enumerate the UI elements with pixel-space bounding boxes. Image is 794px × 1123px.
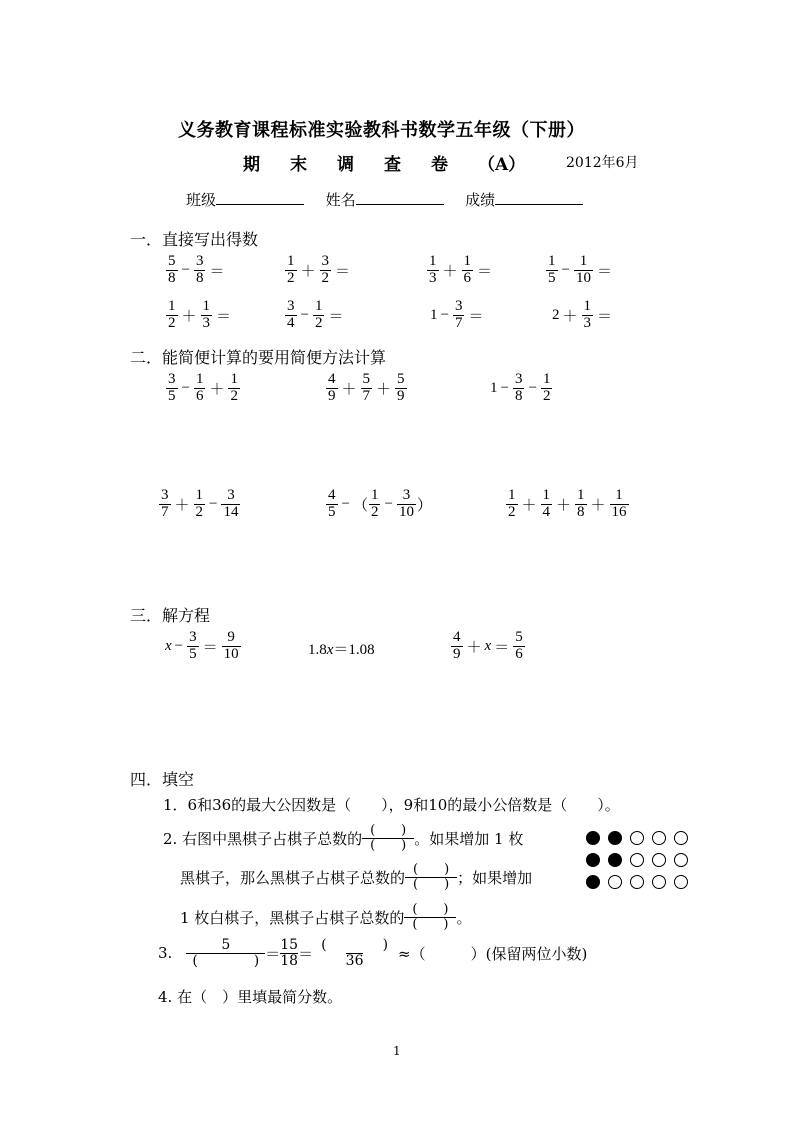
exam-title — [243, 150, 526, 175]
section-4-title: 四．填空 — [130, 770, 195, 789]
s1-expr — [426, 254, 495, 287]
fraction — [194, 254, 206, 287]
denominator: 10 — [398, 503, 414, 520]
exam-title-char: 卷 — [431, 155, 448, 175]
fraction — [228, 372, 240, 405]
s1-expr — [430, 299, 486, 332]
denominator: 8 — [577, 503, 585, 520]
fraction — [546, 254, 558, 287]
operator: − — [181, 261, 190, 278]
fraction — [513, 372, 525, 405]
white-stone — [630, 875, 644, 889]
operator: − — [384, 495, 393, 512]
fraction — [313, 299, 325, 332]
operator: ＝ — [468, 308, 484, 325]
numerator: 5 — [397, 371, 405, 387]
denominator: 7 — [454, 314, 463, 331]
denominator: 4 — [287, 314, 295, 331]
class-blank[interactable] — [216, 188, 304, 205]
operator: ＝ — [328, 308, 344, 325]
denominator: 5 — [548, 269, 556, 286]
black-stone — [586, 875, 600, 889]
denominator: 3 — [583, 314, 592, 331]
numerator: 1 — [287, 253, 295, 269]
fraction — [513, 630, 525, 663]
denominator: 5 — [328, 503, 336, 520]
q3-approx-text: ≈（ ）(保留两位小数) — [398, 944, 588, 963]
numerator-blank: ( ) — [370, 823, 407, 838]
document-title: 义务教育课程标准实验教科书数学五年级（下册） — [178, 120, 585, 141]
operator: ＋ — [442, 263, 458, 280]
exam-date: 2012年6月 — [566, 155, 639, 171]
section-3-title: 三．解方程 — [130, 606, 211, 625]
operator: − — [174, 637, 184, 654]
denominator: 2 — [314, 314, 323, 331]
operator: ＝ — [597, 308, 613, 325]
fraction — [397, 488, 416, 521]
operator: ＋ — [341, 381, 357, 398]
numerator: 1 — [508, 487, 516, 503]
q2-answer-fraction-2[interactable] — [405, 863, 457, 891]
name-label: 姓名 — [325, 191, 356, 209]
operator: ＋ — [174, 497, 190, 514]
s1-expr — [552, 299, 615, 332]
operator: ＝ — [494, 639, 510, 656]
exam-title-char: 调 — [337, 155, 354, 175]
fraction — [159, 488, 171, 521]
numerator: 1 — [542, 487, 551, 503]
denominator: 3 — [202, 314, 211, 331]
s2-expr — [490, 372, 553, 405]
denominator: 9 — [328, 387, 336, 404]
numerator: 15 — [280, 937, 299, 953]
denominator-blank: ( ) — [405, 877, 457, 892]
black-stone — [608, 831, 622, 845]
numerator: 1 — [195, 371, 204, 387]
black-stone — [586, 831, 600, 845]
info-line — [186, 188, 583, 210]
numerator: 9 — [227, 629, 235, 645]
denominator: 8 — [195, 269, 204, 286]
fraction — [166, 254, 178, 287]
s1-expr — [284, 254, 353, 287]
expr-text: x — [165, 637, 172, 654]
fraction — [326, 372, 338, 405]
numerator: 3 — [168, 371, 176, 387]
fraction — [395, 372, 407, 405]
operator: − — [500, 379, 509, 396]
operator: ＝ — [335, 263, 351, 280]
fraction — [582, 299, 594, 332]
numerator-blank: ( ) — [412, 902, 449, 917]
fraction — [462, 254, 474, 287]
numerator: 1 — [583, 298, 592, 314]
numerator: 5 — [362, 371, 371, 387]
equals-sign: ＝ — [298, 944, 314, 963]
operator: − — [300, 306, 309, 323]
denominator: 9 — [397, 387, 405, 404]
fraction — [194, 488, 206, 521]
denominator: 9 — [453, 645, 461, 662]
expr-text: 1.8x＝1.08 — [308, 642, 375, 658]
denominator: 10 — [575, 269, 591, 286]
s1-expr — [284, 299, 346, 332]
numerator: 1 — [168, 298, 176, 314]
fraction — [427, 254, 439, 287]
white-stone — [630, 853, 644, 867]
numerator: 1 — [314, 298, 323, 314]
operator: ＝ — [216, 308, 232, 325]
denominator: 2 — [370, 503, 379, 520]
fraction — [610, 488, 629, 521]
denominator: 10 — [223, 645, 239, 662]
operator: − — [561, 261, 570, 278]
numerator: 1 — [370, 487, 379, 503]
numerator: 1 — [463, 253, 472, 269]
q2-line-1-end: 。如果增加 1 枚 — [414, 829, 524, 848]
operator: ＋ — [300, 263, 316, 280]
name-blank[interactable] — [356, 188, 444, 205]
numerator: 4 — [328, 371, 336, 387]
fraction — [369, 488, 381, 521]
denominator: 3 — [429, 269, 437, 286]
q2-answer-fraction-1[interactable] — [362, 824, 414, 852]
fraction — [285, 299, 297, 332]
fraction — [451, 630, 463, 663]
s2-expr — [505, 488, 630, 521]
fraction — [222, 630, 241, 663]
numerator: 1 — [577, 487, 585, 503]
black-stone — [608, 853, 622, 867]
denominator-blank: ( ) — [404, 917, 456, 932]
numerator: 5 — [221, 937, 231, 953]
numerator: 4 — [328, 487, 336, 503]
denominator: 6 — [515, 645, 523, 662]
s3-equation — [450, 630, 526, 663]
denominator: 4 — [542, 503, 551, 520]
s2-expr — [158, 488, 241, 521]
denominator: 5 — [189, 645, 197, 662]
white-stone — [630, 831, 644, 845]
operator: − — [209, 495, 218, 512]
denominator-blank: ( ) — [362, 838, 414, 853]
denominator: 16 — [611, 503, 627, 520]
black-stone — [586, 853, 600, 867]
q2-line-3 — [180, 903, 472, 931]
operator: ＋ — [521, 497, 537, 514]
s2-expr — [325, 488, 432, 521]
numerator: 1 — [615, 487, 623, 503]
fraction — [166, 372, 178, 405]
s1-expr — [165, 299, 234, 332]
operator: ＋ — [556, 497, 572, 514]
operator: ＝ — [596, 263, 612, 280]
q2-line-3-end: 。 — [456, 908, 472, 927]
numerator-blank: ( ) — [413, 862, 450, 877]
s2-expr — [165, 372, 241, 405]
section-2-title: 二．能简便计算的要用简便方法计算 — [130, 348, 387, 367]
operator: ＝ — [209, 263, 225, 280]
numerator: 3 — [514, 371, 523, 387]
expr-text: 1 — [430, 306, 438, 323]
fraction — [361, 372, 373, 405]
q2-line-1-text: 2. 右图中黑棋子占棋子总数的 — [163, 829, 363, 848]
numerator: 3 — [161, 487, 169, 503]
numerator: 3 — [321, 253, 330, 269]
q2-answer-fraction-3[interactable] — [404, 903, 456, 931]
numerator: 3 — [402, 487, 411, 503]
operator: ＝ — [477, 263, 493, 280]
numerator: 5 — [515, 629, 523, 645]
denominator: 8 — [514, 387, 523, 404]
denominator: 2 — [542, 387, 551, 404]
numerator-blank[interactable]: ( ) — [321, 937, 389, 953]
q1-text: 1．6和36的最大公因数是（ ），9和10的最小公倍数是（ ）。 — [163, 796, 620, 814]
numerator: 1 — [202, 298, 211, 314]
q2-line-2 — [180, 863, 532, 891]
denominator: 7 — [161, 503, 169, 520]
operator: − — [341, 495, 350, 512]
white-stone — [608, 875, 622, 889]
q2-line-2-text: 黑棋子，那么黑棋子占棋子总数的 — [180, 868, 406, 887]
operator: − — [181, 379, 190, 396]
fraction — [187, 630, 199, 663]
denominator: 2 — [508, 503, 516, 520]
numerator: 3 — [189, 629, 197, 645]
score-blank[interactable] — [495, 188, 583, 205]
section-1-title: 一．直接写出得数 — [130, 230, 259, 249]
denominator: 2 — [321, 269, 330, 286]
fraction — [541, 488, 553, 521]
fraction — [320, 254, 332, 287]
numerator: 3 — [454, 298, 463, 314]
white-stone — [652, 853, 666, 867]
denominator: 2 — [230, 387, 238, 404]
q3-fraction-3 — [313, 938, 396, 968]
exam-title-char: 期 — [243, 155, 260, 175]
q3-fraction-1 — [186, 938, 265, 968]
denominator: 2 — [287, 269, 295, 286]
expr-text: （ — [352, 497, 368, 514]
denominator: 14 — [223, 503, 239, 520]
exam-title-char: 末 — [290, 155, 307, 175]
q4-text: 4. 在（ ）里填最简分数。 — [158, 988, 343, 1006]
numerator: 5 — [168, 253, 176, 269]
denominator: 8 — [168, 269, 176, 286]
numerator: 1 — [195, 487, 204, 503]
q2-line-3-text: 1 枚白棋子，黑棋子占棋子总数的 — [180, 908, 405, 927]
operator: ＋ — [590, 497, 606, 514]
operator: ＋ — [181, 308, 197, 325]
denominator: 2 — [195, 503, 204, 520]
operator: ＝ — [202, 639, 218, 656]
denominator: 5 — [168, 387, 176, 404]
white-stone — [652, 875, 666, 889]
expr-text: 1 — [490, 379, 498, 396]
s3-equation — [308, 638, 375, 659]
fraction — [194, 372, 206, 405]
operator: ＋ — [376, 381, 392, 398]
numerator: 1 — [548, 253, 556, 269]
denominator: 36 — [345, 952, 364, 969]
fraction — [575, 488, 587, 521]
fraction — [201, 299, 213, 332]
numerator: 3 — [287, 298, 295, 314]
operator: − — [528, 379, 537, 396]
q2-line-1 — [163, 824, 523, 852]
q3-number: 3. — [158, 944, 173, 963]
numerator: 1 — [579, 253, 588, 269]
s1-expr — [545, 254, 615, 287]
operator: ＋ — [466, 639, 482, 656]
expr-text: x — [484, 637, 492, 654]
denominator: 2 — [168, 314, 176, 331]
exam-title-char: 查 — [384, 155, 401, 175]
q2-line-2-end: ；如果增加 — [457, 868, 533, 887]
operator: ＋ — [562, 308, 578, 325]
fraction — [574, 254, 593, 287]
numerator: 4 — [453, 629, 461, 645]
fraction — [541, 372, 553, 405]
equals-sign: ＝ — [265, 944, 281, 963]
denominator: 18 — [280, 952, 299, 969]
fraction — [326, 488, 338, 521]
q3-fraction-2 — [280, 938, 298, 968]
denominator: 6 — [463, 269, 472, 286]
denominator-blank[interactable]: ( ) — [186, 953, 265, 969]
exam-title-suffix: （A） — [478, 155, 526, 175]
fraction — [221, 488, 240, 521]
s2-expr — [325, 372, 408, 405]
denominator: 7 — [362, 387, 371, 404]
denominator: 6 — [195, 387, 204, 404]
score-label: 成绩 — [465, 191, 496, 209]
white-stone — [674, 853, 688, 867]
white-stone — [674, 875, 688, 889]
white-stone — [674, 831, 688, 845]
numerator: 1 — [429, 253, 437, 269]
expr-text: ） — [416, 497, 432, 514]
numerator: 3 — [195, 253, 204, 269]
fraction — [285, 254, 297, 287]
numerator: 1 — [542, 371, 551, 387]
white-stone — [652, 831, 666, 845]
expr-text: 2 — [552, 306, 560, 323]
fraction — [453, 299, 465, 332]
fraction — [166, 299, 178, 332]
s1-expr — [165, 254, 227, 287]
go-stones-diagram — [586, 831, 698, 891]
numerator: 3 — [227, 487, 235, 503]
operator: − — [440, 306, 449, 323]
s3-equation — [165, 630, 242, 663]
page-number: 1 — [393, 1044, 401, 1058]
numerator: 1 — [230, 371, 238, 387]
fraction — [506, 488, 518, 521]
operator: ＋ — [209, 381, 225, 398]
q3-line — [158, 938, 587, 968]
class-label: 班级 — [186, 191, 217, 209]
